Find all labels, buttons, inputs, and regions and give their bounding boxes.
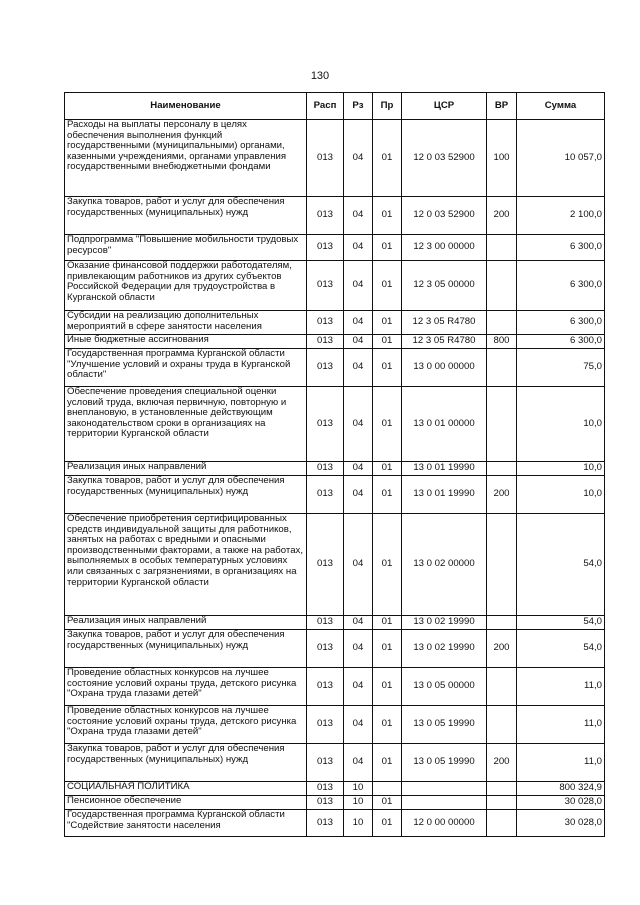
cell-vr (487, 796, 517, 810)
cell-rasp: 013 (307, 335, 344, 349)
cell-pr: 01 (373, 235, 402, 261)
cell-csr: 13 0 01 19990 (402, 476, 487, 514)
cell-rasp: 013 (307, 387, 344, 462)
cell-rasp: 013 (307, 311, 344, 335)
cell-sum: 54,0 (517, 630, 605, 668)
cell-vr (487, 616, 517, 630)
table-row (65, 387, 605, 462)
cell-name: Оказание финансовой поддержки работодателям, привлекающим работников из других субъектов Российской Федерации для трудоустройства в Курганской области (65, 261, 307, 311)
cell-pr: 01 (373, 261, 402, 311)
cell-sum: 54,0 (517, 616, 605, 630)
cell-rasp: 013 (307, 261, 344, 311)
table-row (65, 744, 605, 782)
table-body (65, 120, 605, 837)
cell-rz: 04 (344, 261, 373, 311)
cell-name: Государственная программа Курганской области "Содействие занятости населения (65, 810, 307, 837)
cell-csr: 13 0 05 19990 (402, 744, 487, 782)
cell-name: Реализация иных направлений (65, 462, 307, 476)
cell-pr: 01 (373, 335, 402, 349)
header-pr: Пр (373, 93, 402, 120)
cell-vr (487, 261, 517, 311)
header-rz: Рз (344, 93, 373, 120)
cell-rasp: 013 (307, 706, 344, 744)
cell-pr: 01 (373, 706, 402, 744)
cell-rz: 10 (344, 796, 373, 810)
cell-rz: 04 (344, 706, 373, 744)
cell-name: Пенсионное обеспечение (65, 796, 307, 810)
table-row (65, 630, 605, 668)
cell-csr: 12 3 05 00000 (402, 261, 487, 311)
cell-csr: 12 0 00 00000 (402, 810, 487, 837)
cell-sum: 11,0 (517, 706, 605, 744)
cell-csr: 12 3 05 R4780 (402, 335, 487, 349)
table-row (65, 235, 605, 261)
table-row (65, 476, 605, 514)
table-row (65, 810, 605, 837)
table-row (65, 706, 605, 744)
cell-pr: 01 (373, 616, 402, 630)
cell-vr: 100 (487, 120, 517, 197)
cell-pr: 01 (373, 197, 402, 235)
table-row (65, 462, 605, 476)
table-row (65, 197, 605, 235)
cell-pr: 01 (373, 744, 402, 782)
cell-name: СОЦИАЛЬНАЯ ПОЛИТИКА (65, 782, 307, 796)
cell-vr (487, 387, 517, 462)
cell-csr: 12 0 03 52900 (402, 197, 487, 235)
header-vr: ВР (487, 93, 517, 120)
cell-pr: 01 (373, 311, 402, 335)
header-rasp: Расп (307, 93, 344, 120)
cell-rasp: 013 (307, 120, 344, 197)
cell-vr (487, 311, 517, 335)
cell-vr: 200 (487, 744, 517, 782)
cell-vr (487, 782, 517, 796)
cell-csr: 12 0 03 52900 (402, 120, 487, 197)
cell-vr: 800 (487, 335, 517, 349)
cell-rz: 04 (344, 349, 373, 387)
table-row (65, 311, 605, 335)
cell-name: Обеспечение приобретения сертифицированных средств индивидуальной защиты для работников, занятых на работах с вредными и опасными производственными факторами, а также на работах, выполняемых в особых температурных условиях или связанных с загрязнениями, в организациях на территории Курганской области (65, 514, 307, 616)
cell-rz: 04 (344, 120, 373, 197)
cell-rz: 04 (344, 387, 373, 462)
budget-table (64, 92, 605, 837)
cell-rz: 04 (344, 744, 373, 782)
table-row (65, 120, 605, 197)
page-number: 130 (310, 70, 330, 82)
cell-csr: 13 0 05 19990 (402, 706, 487, 744)
cell-rz: 04 (344, 514, 373, 616)
cell-vr (487, 462, 517, 476)
cell-name: Проведение областных конкурсов на лучшее состояние условий охраны труда, детского рисунка "Охрана труда глазами детей" (65, 668, 307, 706)
cell-sum: 6 300,0 (517, 311, 605, 335)
cell-csr: 13 0 01 00000 (402, 387, 487, 462)
cell-csr: 13 0 01 19990 (402, 462, 487, 476)
cell-vr (487, 706, 517, 744)
table-row (65, 796, 605, 810)
cell-name: Реализация иных направлений (65, 616, 307, 630)
cell-csr: 13 0 02 19990 (402, 616, 487, 630)
cell-pr: 01 (373, 349, 402, 387)
cell-sum: 800 324,9 (517, 782, 605, 796)
cell-name: Закупка товаров, работ и услуг для обеспечения государственных (муниципальных) нужд (65, 744, 307, 782)
cell-sum: 30 028,0 (517, 810, 605, 837)
cell-csr: 13 0 05 00000 (402, 668, 487, 706)
cell-rasp: 013 (307, 744, 344, 782)
table-row (65, 616, 605, 630)
cell-rasp: 013 (307, 630, 344, 668)
cell-sum: 10,0 (517, 476, 605, 514)
cell-vr (487, 810, 517, 837)
cell-pr: 01 (373, 668, 402, 706)
cell-sum: 11,0 (517, 744, 605, 782)
cell-pr: 01 (373, 387, 402, 462)
cell-rz: 04 (344, 668, 373, 706)
cell-rasp: 013 (307, 796, 344, 810)
cell-rz: 04 (344, 335, 373, 349)
cell-csr: 12 3 05 R4780 (402, 311, 487, 335)
table-row (65, 514, 605, 616)
cell-pr: 01 (373, 810, 402, 837)
table-row (65, 335, 605, 349)
cell-rz: 10 (344, 782, 373, 796)
cell-csr: 13 0 02 00000 (402, 514, 487, 616)
cell-name: Субсидии на реализацию дополнительных мероприятий в сфере занятости населения (65, 311, 307, 335)
cell-rasp: 013 (307, 235, 344, 261)
cell-name: Государственная программа Курганской области "Улучшение условий и охраны труда в Курганской области" (65, 349, 307, 387)
cell-rasp: 013 (307, 810, 344, 837)
cell-vr (487, 235, 517, 261)
cell-name: Иные бюджетные ассигнования (65, 335, 307, 349)
cell-vr (487, 668, 517, 706)
cell-rasp: 013 (307, 782, 344, 796)
cell-name: Закупка товаров, работ и услуг для обеспечения государственных (муниципальных) нужд (65, 476, 307, 514)
cell-sum: 2 100,0 (517, 197, 605, 235)
cell-name: Подпрограмма "Повышение мобильности трудовых ресурсов" (65, 235, 307, 261)
header-csr: ЦСР (402, 93, 487, 120)
cell-sum: 6 300,0 (517, 335, 605, 349)
cell-pr: 01 (373, 462, 402, 476)
header-sum: Сумма (517, 93, 605, 120)
table-row (65, 349, 605, 387)
cell-rz: 04 (344, 311, 373, 335)
cell-rasp: 013 (307, 349, 344, 387)
cell-name: Расходы на выплаты персоналу в целях обеспечения выполнения функций государственными (муниципальными) органами, казенными учреждениями, органами управления государственными внебюджетными фондами (65, 120, 307, 197)
cell-sum: 11,0 (517, 668, 605, 706)
cell-name: Закупка товаров, работ и услуг для обеспечения государственных (муниципальных) нужд (65, 630, 307, 668)
cell-name: Проведение областных конкурсов на лучшее состояние условий охраны труда, детского рисунка "Охрана труда глазами детей" (65, 706, 307, 744)
cell-pr: 01 (373, 120, 402, 197)
cell-sum: 75,0 (517, 349, 605, 387)
cell-name: Закупка товаров, работ и услуг для обеспечения государственных (муниципальных) нужд (65, 197, 307, 235)
cell-csr (402, 782, 487, 796)
cell-csr: 12 3 00 00000 (402, 235, 487, 261)
cell-vr: 200 (487, 197, 517, 235)
cell-rz: 04 (344, 616, 373, 630)
header-name: Наименование (65, 93, 307, 120)
cell-rasp: 013 (307, 197, 344, 235)
cell-rz: 04 (344, 630, 373, 668)
cell-csr (402, 796, 487, 810)
cell-pr: 01 (373, 630, 402, 668)
cell-rz: 10 (344, 810, 373, 837)
cell-csr: 13 0 00 00000 (402, 349, 487, 387)
cell-rasp: 013 (307, 514, 344, 616)
cell-pr (373, 782, 402, 796)
cell-sum: 54,0 (517, 514, 605, 616)
table-row (65, 668, 605, 706)
cell-rz: 04 (344, 462, 373, 476)
cell-vr: 200 (487, 476, 517, 514)
cell-rz: 04 (344, 235, 373, 261)
cell-rasp: 013 (307, 462, 344, 476)
cell-csr: 13 0 02 19990 (402, 630, 487, 668)
cell-sum: 10,0 (517, 462, 605, 476)
cell-rasp: 013 (307, 476, 344, 514)
cell-vr (487, 349, 517, 387)
cell-vr: 200 (487, 630, 517, 668)
cell-pr: 01 (373, 514, 402, 616)
cell-rasp: 013 (307, 668, 344, 706)
cell-rasp: 013 (307, 616, 344, 630)
cell-vr (487, 514, 517, 616)
cell-rz: 04 (344, 197, 373, 235)
table-header-row (65, 93, 605, 120)
cell-name: Обеспечение проведения специальной оценки условий труда, включая первичную, повторную и внеплановую, в установленные действующим законодательством сроки в организациях на территории Курганской области (65, 387, 307, 462)
cell-pr: 01 (373, 476, 402, 514)
table-row (65, 782, 605, 796)
table-row (65, 261, 605, 311)
cell-sum: 6 300,0 (517, 235, 605, 261)
cell-sum: 30 028,0 (517, 796, 605, 810)
cell-sum: 6 300,0 (517, 261, 605, 311)
cell-pr: 01 (373, 796, 402, 810)
cell-rz: 04 (344, 476, 373, 514)
cell-sum: 10,0 (517, 387, 605, 462)
cell-sum: 10 057,0 (517, 120, 605, 197)
